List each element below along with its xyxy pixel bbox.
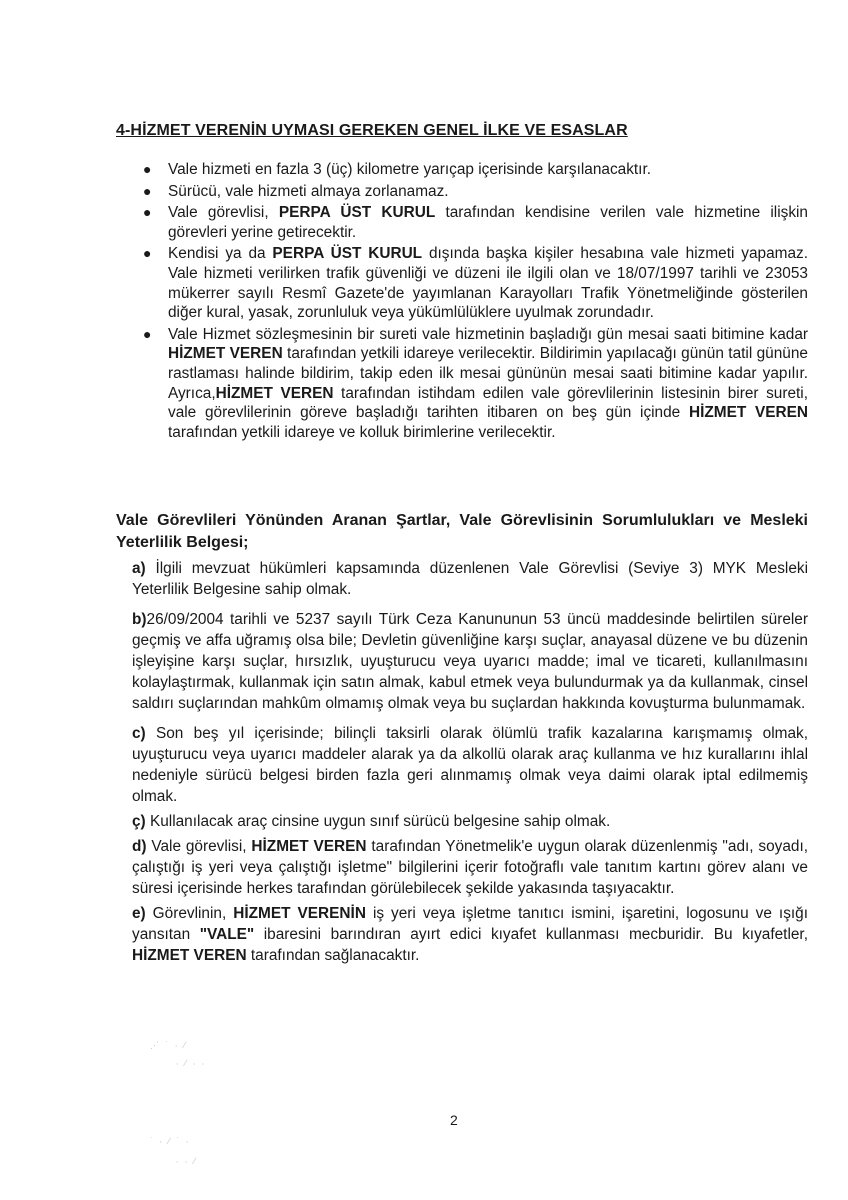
bullet-icon: ● bbox=[143, 204, 152, 221]
requirement-b: b)26/09/2004 tarihli ve 5237 sayılı Türk Ceza Kanununun 53 üncü maddesinde belirtilen süreler geçmiş ve affa uğramış olsa bile; Devletin güvenliğine karşı suçlar, anayasal düzene ve bu düzenin işleyişine karşı suçlar, hırsızlık, uyuşturucu veya uyarıcı madde; imal ve ticareti, kullanılmasını kolaylaştırmak, kullanmak için satın almak, kabul etmek veya bulundurmak ya da kullanmak, cinsel saldırı suçlarından mahkûm olmamış olmak veya bu suçlardan hakkında kovuşturma bulunmamak. bbox=[132, 611, 808, 712]
list-item: ● Vale Hizmet sözleşmesinin bir sureti vale hizmetinin başladığı gün mesai saati bitimine kadar HİZMET VEREN tarafından yetkili idareye verilecektir. Bildirimin yapılacağı günün tatil gününe rastlaması halinde bildirim, takip eden ilk mesai gününün mesai saati bitimine kadar yapılır. Ayrıca,HİZMET VEREN tarafından istihdam edilen vale görevlilerinin listesinin birer sureti, vale görevlilerinin göreve başladığı tarihten itibaren on beş gün içinde HİZMET VEREN tarafından yetkili idareye ve kolluk birimlerine verilecektir. bbox=[143, 325, 808, 441]
requirements-title: Vale Görevlileri Yönünden Aranan Şartlar, Vale Görevlisinin Sorumlulukları ve Mesleki Yeterlilik Belgesi; bbox=[116, 512, 808, 551]
principles-list bbox=[140, 160, 808, 444]
requirement-c-cedilla: ç) Kullanılacak araç cinsine uygun sınıf sürücü belgesine sahip olmak. bbox=[132, 813, 611, 830]
list-item: ● Kendisi ya da PERPA ÜST KURUL dışında başka kişiler hesabına vale hizmeti yapamaz. Vale hizmeti verilirken trafik güvenliği ve düzeni ile ilgili olan ve 18/07/1997 tarihli ve 23053 mükerrer sayılı Resmî Gazete'de yayımlanan Karayolları Trafik Yönetmeliğinde gösterilen diğer kural, yasak, zorunluluk veya yükümlülüklere uyulmak zorundadır. bbox=[143, 245, 808, 322]
bold-term: HİZMET VEREN bbox=[215, 384, 334, 402]
bold-term: "VALE" bbox=[199, 926, 255, 943]
bold-term: HİZMET VEREN bbox=[251, 838, 367, 855]
bullet-icon: ● bbox=[143, 325, 152, 342]
item-label: a) bbox=[132, 560, 146, 577]
requirements-list bbox=[132, 558, 808, 975]
section-heading: 4-HİZMET VERENİN UYMASI GEREKEN GENEL İLKE VE ESASLAR bbox=[116, 122, 628, 139]
faint-stamp-mark: ⸳ ⸳ ⁄ bbox=[176, 1156, 198, 1166]
bold-term: PERPA ÜST KURUL bbox=[272, 245, 423, 263]
bold-term: HİZMET VEREN bbox=[132, 947, 247, 964]
faint-stamp-mark: ⋰ ˙ ⸳ ⁄ bbox=[150, 1040, 188, 1050]
item-label: b) bbox=[132, 611, 147, 628]
bullet-icon: ● bbox=[143, 161, 152, 177]
item-label: ç) bbox=[132, 813, 146, 830]
faint-stamp-mark: ⸳ ⁄ ⸳ ⸳ bbox=[176, 1058, 207, 1068]
requirement-a: a) İlgili mevzuat hükümleri kapsamında düzenlenen Vale Görevlisi (Seviye 3) MYK Mesleki Yeterlilik Belgesine sahip olmak. bbox=[132, 560, 808, 598]
page-number: 2 bbox=[450, 1112, 458, 1128]
list-item: ● Vale hizmeti en fazla 3 (üç) kilometre yarıçap içerisinde karşılanacaktır. bbox=[143, 161, 652, 178]
bold-term: HİZMET VEREN bbox=[168, 345, 283, 363]
requirement-c: c) Son beş yıl içerisinde; bilinçli taksirli olarak ölümlü trafik kazalarına karışmamış olmak, uyuşturucu veya uyarıcı maddeler alarak ya da alkollü olarak araç kullanma ve hız kurallarını ihlal nedeniyle sürücü belgesi birden fazla geri alınmamış olmak veya daimi olarak iptal edilmemiş olmak. bbox=[132, 725, 808, 805]
item-label: c) bbox=[132, 725, 146, 742]
requirement-e: e) Görevlinin, HİZMET VERENİN iş yeri veya işletme tanıtıcı ismini, işaretini, logosunu ve ışığı yansıtan "VALE" ibaresini barındıran ayırt edici kıyafet kullanması mecburidir. Bu kıyafetler, HİZMET VEREN tarafından sağlanacaktır. bbox=[132, 905, 808, 964]
bold-term: HİZMET VERENİN bbox=[233, 905, 366, 922]
faint-stamp-mark: ˙ ⸳ ⁄ ˙ ⸳ bbox=[150, 1136, 191, 1146]
bullet-icon: ● bbox=[143, 182, 152, 199]
item-label: d) bbox=[132, 838, 147, 855]
bullet-icon: ● bbox=[143, 245, 152, 262]
requirement-d: d) Vale görevlisi, HİZMET VEREN tarafından Yönetmelik'e uygun olarak düzenlenmiş "adı, soyadı, çalıştığı iş yeri veya çalıştığı işletme" bilgilerini içerir fotoğraflı vale tanıtım kartını görev alanı ve süresi içerisinde herkes tarafından görülebilecek şekilde yakasında taşıyacaktır. bbox=[132, 838, 808, 897]
bold-term: PERPA ÜST KURUL bbox=[278, 204, 436, 222]
list-item: ● Sürücü, vale hizmeti almaya zorlanamaz. bbox=[143, 182, 449, 200]
bold-term: HİZMET VEREN bbox=[688, 404, 808, 422]
item-label: e) bbox=[132, 905, 146, 922]
list-item: ● Vale görevlisi, PERPA ÜST KURUL tarafından kendisine verilen vale hizmetine ilişkin görevleri yerine getirecektir. bbox=[143, 204, 808, 241]
